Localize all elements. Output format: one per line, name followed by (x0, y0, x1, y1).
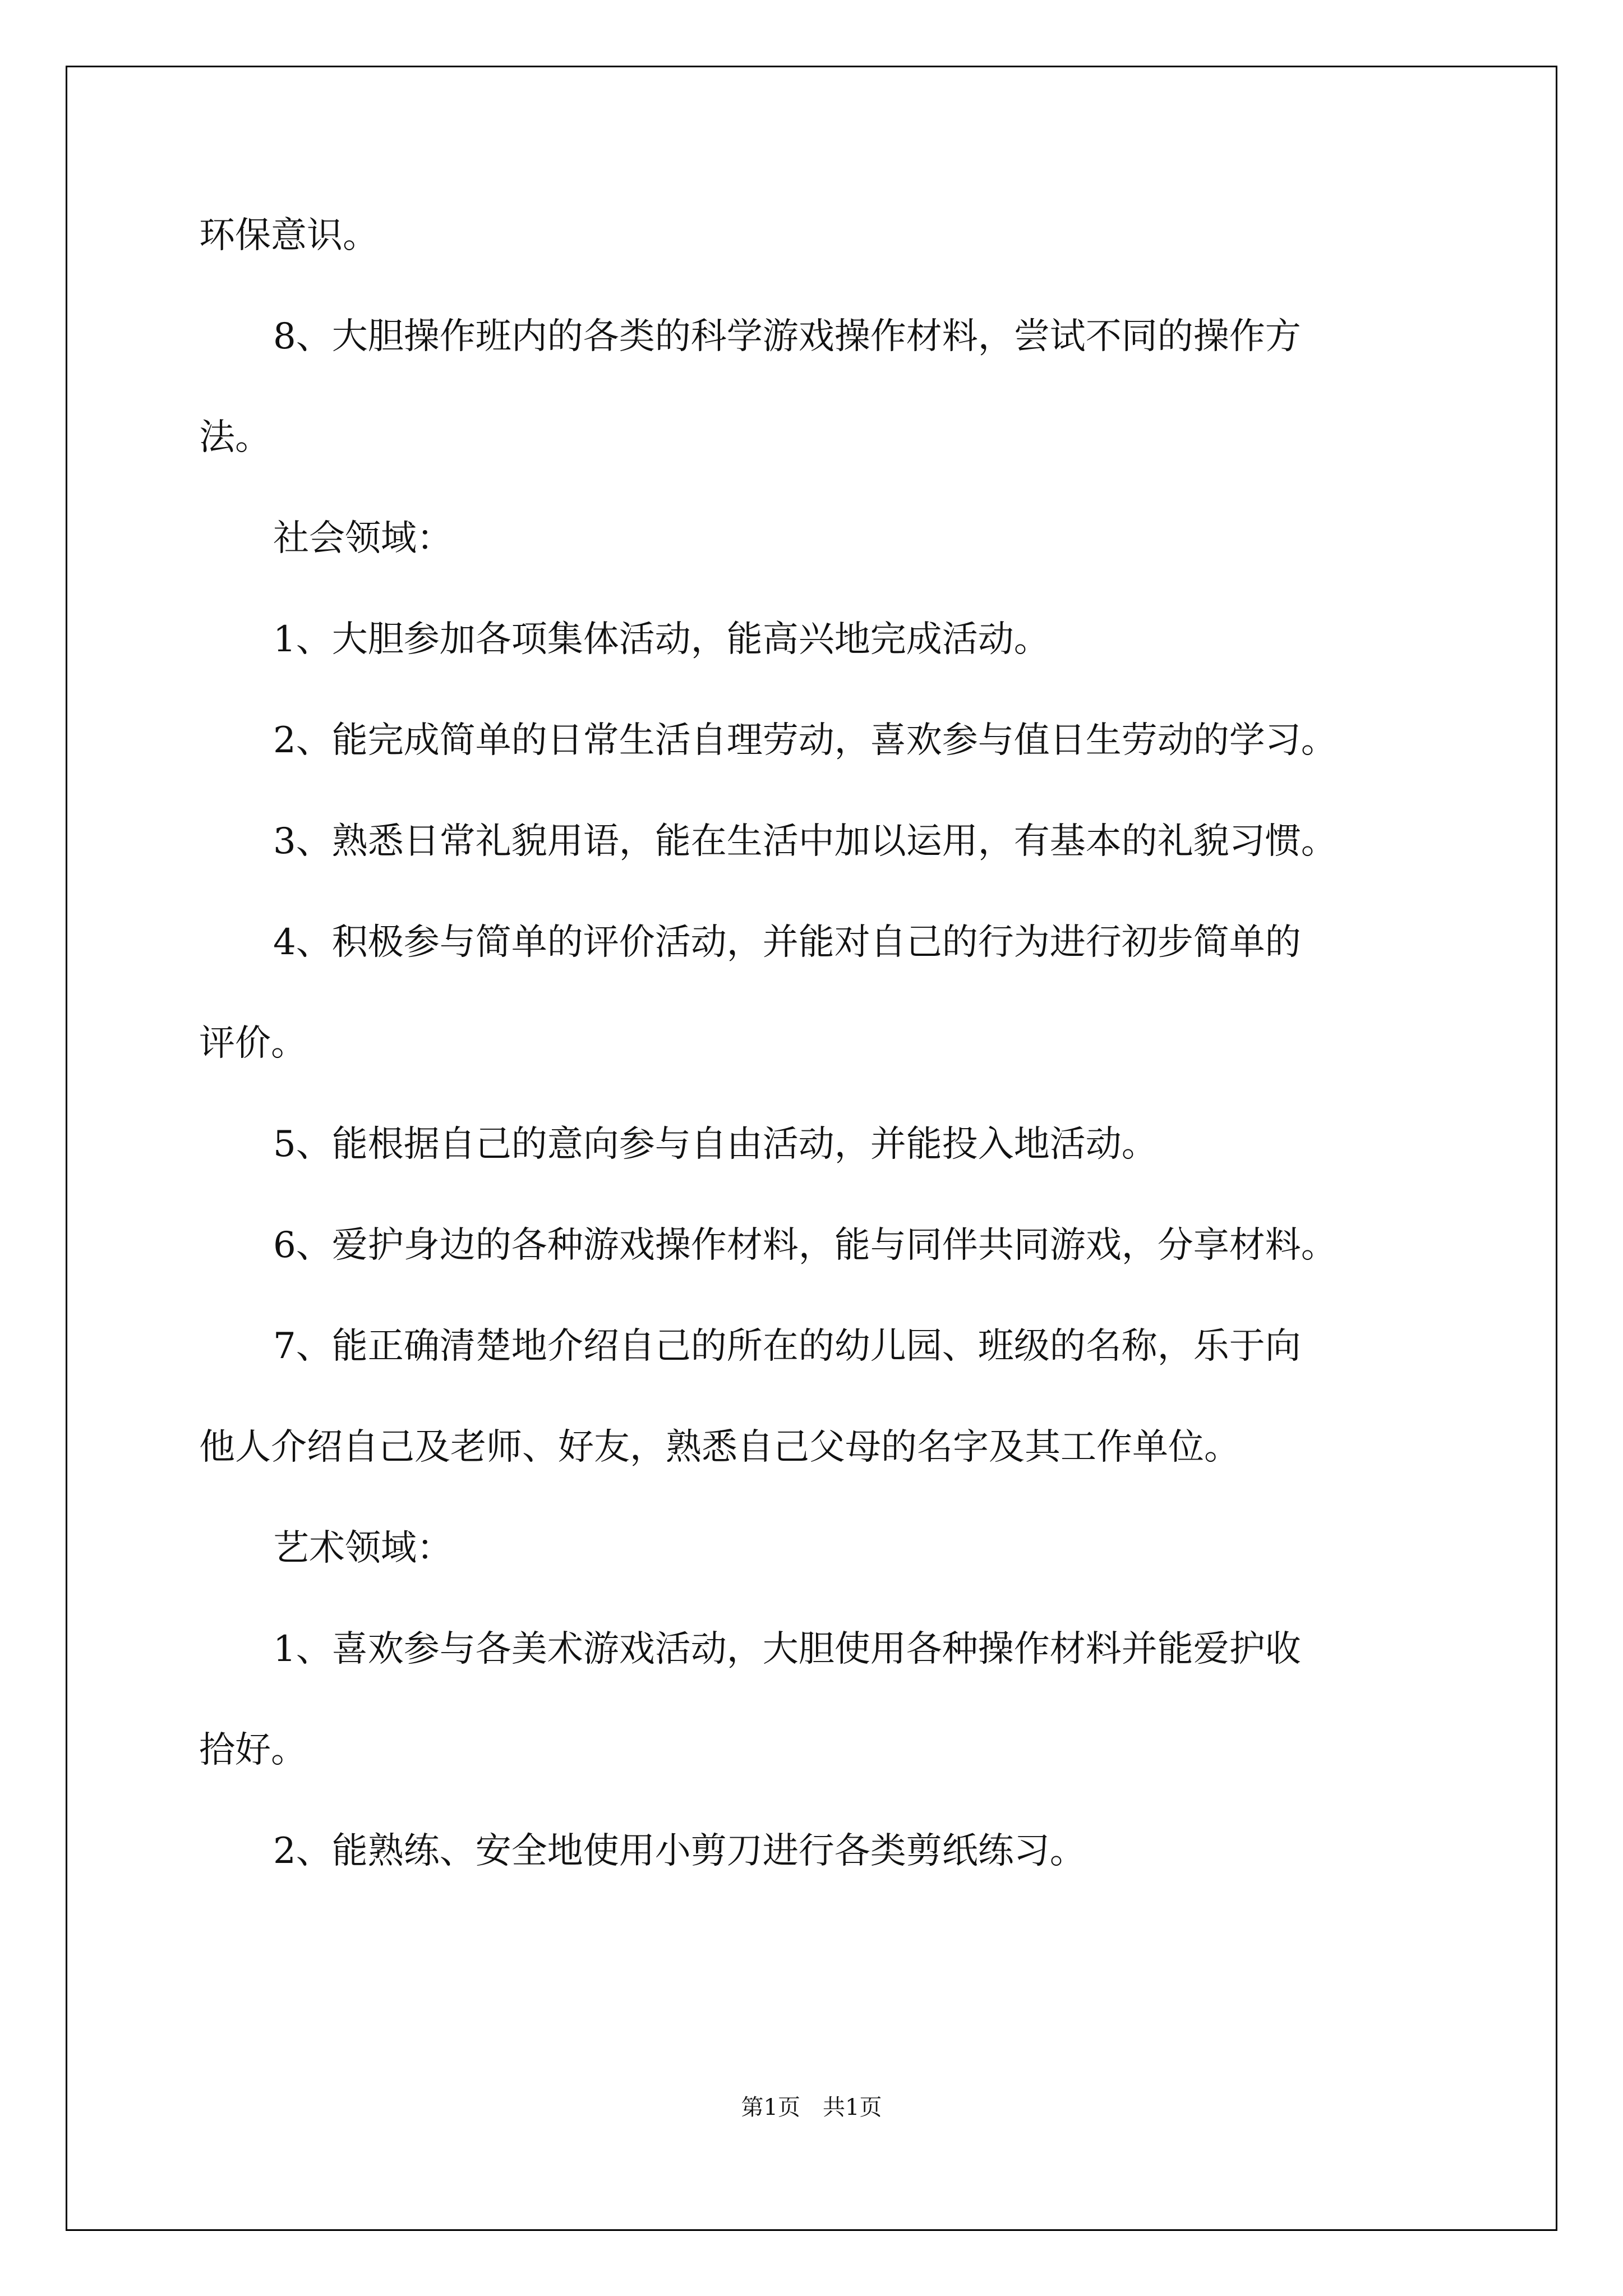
text-line: 2、能完成简单的日常生活自理劳动，喜欢参与值日生劳动的学习。 (273, 720, 1337, 761)
text-line: 6、爱护身边的各种游戏操作材料，能与同伴共同游戏，分享材料。 (273, 1225, 1337, 1266)
text-line: 5、能根据自己的意向参与自由活动，并能投入地活动。 (273, 1124, 1158, 1165)
text-line: 环保意识。 (199, 215, 379, 256)
document-body (199, 185, 1433, 1902)
section-heading-social: 社会领域： (273, 518, 453, 559)
page-number-footer: 第1页 共1页 (741, 2095, 882, 2120)
section-heading-art: 艺术领域： (273, 1527, 453, 1569)
text-line: 8、大胆操作班内的各类的科学游戏操作材料，尝试不同的操作方 (273, 316, 1301, 357)
text-line: 4、积极参与简单的评价活动，并能对自己的行为进行初步简单的 (273, 922, 1301, 963)
text-line: 拾好。 (199, 1729, 307, 1771)
text-line: 2、能熟练、安全地使用小剪刀进行各类剪纸练习。 (273, 1830, 1086, 1872)
text-line: 法。 (199, 417, 271, 458)
text-line: 7、能正确清楚地介绍自己的所在的幼儿园、班级的名称，乐于向 (273, 1326, 1301, 1367)
text-line: 1、喜欢参与各美术游戏活动，大胆使用各种操作材料并能爱护收 (273, 1628, 1301, 1670)
text-line: 评价。 (199, 1023, 307, 1064)
text-line: 3、熟悉日常礼貌用语，能在生活中加以运用，有基本的礼貌习惯。 (273, 821, 1337, 862)
text-line: 他人介绍自己及老师、好友，熟悉自己父母的名字及其工作单位。 (199, 1427, 1240, 1468)
text-line: 1、大胆参加各项集体活动，能高兴地完成活动。 (273, 619, 1050, 660)
